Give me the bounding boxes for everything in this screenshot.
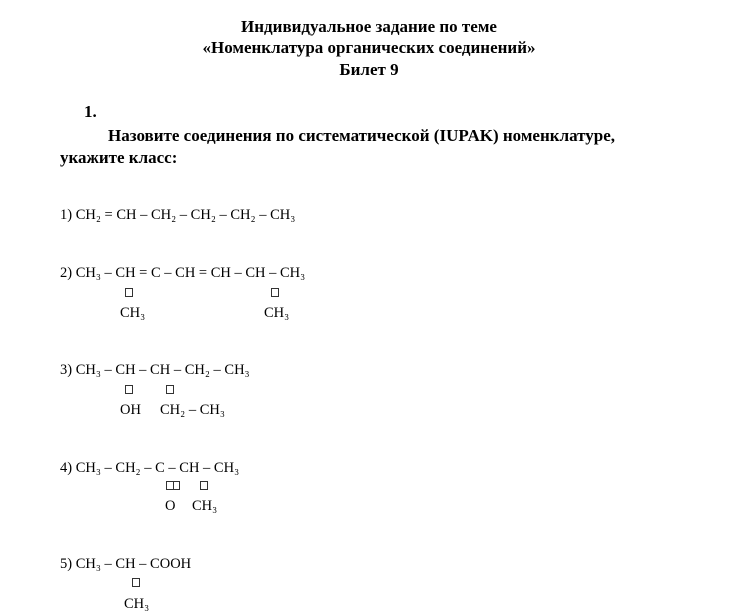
formula-5-chain: 5) CH₃ – CH – COOH [60, 556, 192, 572]
formula-1-chain: 1) CH₂ = CH – CH₂ – CH₂ – CH₂ – CH₃ [60, 207, 296, 223]
formula-2-substituent-2: CH₃ [264, 305, 290, 321]
formula-5-substituent-1: CH₃ [124, 596, 150, 612]
formula-3-substituent-2: CH₂ – CH₃ [160, 402, 225, 418]
bond-glyph-icon [200, 481, 208, 490]
bond-glyph-icon [125, 385, 133, 394]
formula-3-substituent-1: OH [120, 402, 141, 418]
task-instruction-line1: Назовите соединения по систематической (IUPAK) номенклатуре, [108, 126, 616, 145]
formula-3-chain: 3) CH₃ – CH – CH – CH₂ – CH₃ [60, 362, 250, 378]
bond-glyph-icon [125, 288, 133, 297]
task-number: 1. [84, 102, 97, 121]
header-topic-line: Индивидуальное задание по теме [241, 17, 497, 36]
header-topic-name: «Номенклатура органических соединений» [202, 38, 536, 57]
header-ticket: Билет 9 [339, 60, 399, 79]
formula-4-substituent-1: O [165, 498, 176, 514]
formula-4-substituent-2: CH₃ [192, 498, 218, 514]
formula-4-chain: 4) CH₃ – CH₂ – C – CH – CH₃ [60, 460, 240, 476]
task-instruction-line2: укажите класс: [60, 148, 178, 167]
double-bond-glyph-icon [166, 481, 180, 490]
formula-2-substituent-1: CH₃ [120, 305, 146, 321]
bond-glyph-icon [271, 288, 279, 297]
bond-glyph-icon [132, 578, 140, 587]
bond-glyph-icon [166, 385, 174, 394]
formula-2-chain: 2) CH₃ – CH = C – CH = CH – CH – CH₃ [60, 265, 306, 281]
